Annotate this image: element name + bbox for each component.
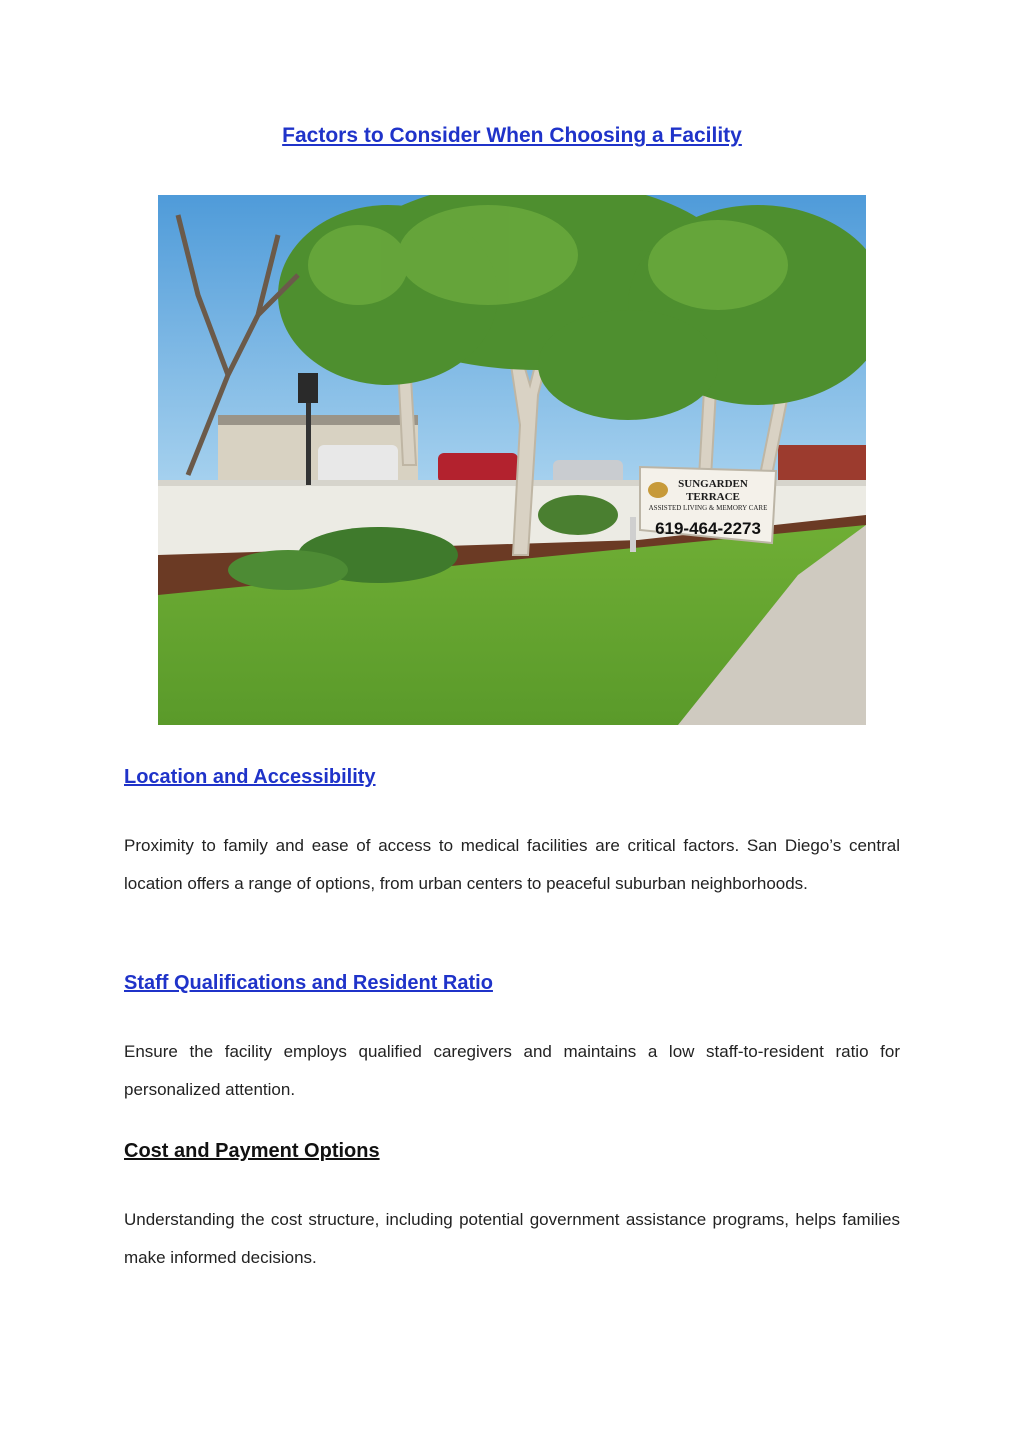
page-title[interactable]: Factors to Consider When Choosing a Facility (282, 124, 742, 147)
section-heading-staff[interactable]: Staff Qualifications and Resident Ratio (124, 972, 493, 994)
section-body-location: Proximity to family and ease of access to medical facilities are critical factors. San Diego’s central location offers a range of options, from urban centers to peaceful suburban neighborhoods. (124, 836, 900, 893)
sign-line1: SUNGARDEN (678, 478, 748, 490)
section-heading-location[interactable]: Location and Accessibility (124, 766, 376, 788)
sign-line3: ASSISTED LIVING & MEMORY CARE (648, 504, 768, 512)
section-body-staff: Ensure the facility employs qualified caregivers and maintains a low staff-to-resident ratio for personalized attention. (124, 1042, 900, 1099)
section-body-cost: Understanding the cost structure, including potential government assistance programs, helps families make informed decisions. (124, 1210, 900, 1267)
sign-phone: 619-464-2273 (655, 519, 761, 538)
facility-photo (158, 195, 866, 725)
section-heading-cost: Cost and Payment Options (124, 1140, 380, 1162)
sign-line2: TERRACE (686, 491, 740, 503)
